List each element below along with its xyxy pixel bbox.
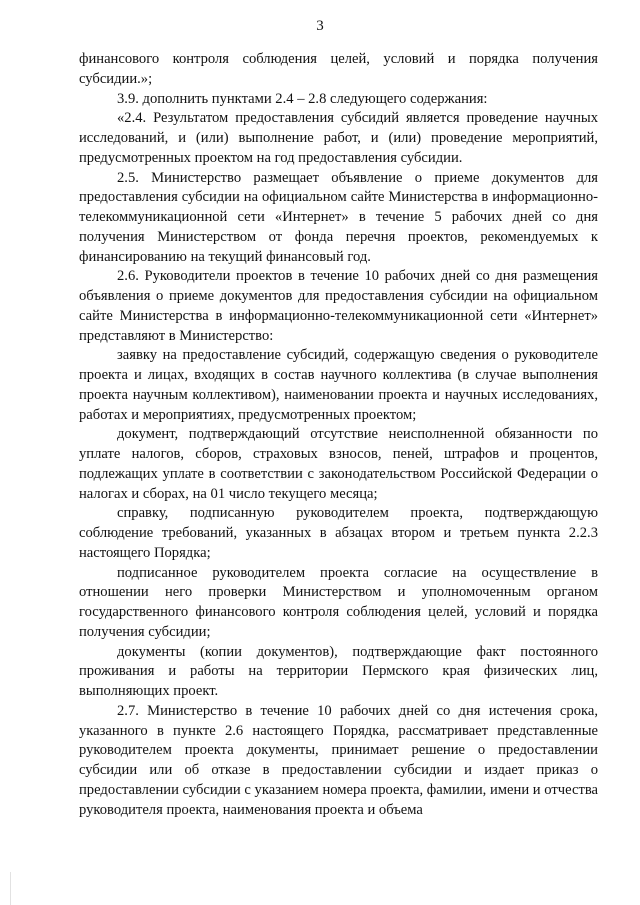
paragraph-residence-documents: документы (копии документов), подтверждающие факт постоянного проживания и работы на территории Пермского края физических лиц, выполняющих проект.: [79, 643, 598, 699]
paragraph-certificate: справку, подписанную руководителем проекта, подтверждающую соблюдение требований, указанных в абзацах втором и третьем пункта 2.2.3 настоящего Порядка;: [79, 505, 598, 561]
paragraph-continuation: финансового контроля соблюдения целей, условий и порядка получения субсидии.»;: [79, 51, 598, 87]
paragraph-application: заявку на предоставление субсидий, содержащую сведения о руководителе проекта и лицах, входящих в состав научного коллектива (в случае выполнения проекта научным коллективом), наименовании проекта и научных исследованиях, работах и мероприятиях, предусмотренных проектом;: [79, 347, 598, 423]
paragraph-item-2-7: 2.7. Министерство в течение 10 рабочих дней со дня истечения срока, указанного в пункте 2.6 настоящего Порядка, рассматривает представленные руководителем проекта документы, принимает решение о предоставлении субсидии или об отказе в предоставлении субсидии и издает приказ о предоставлении субсидии с указанием номера проекта, фамилии, имени и отчества руководителя проекта, наименования проекта и объема: [79, 702, 598, 818]
scan-edge-line: [0, 872, 11, 905]
paragraph-item-2-5: 2.5. Министерство размещает объявление о приеме документов для предоставления субсидии на официальном сайте Министерства в информационно-телекоммуникационной сети «Интернет» в течение 5 рабочих дней со дня получения Министерством от фонда перечня проектов, рекомендуемых к финансированию на текущий финансовый год.: [79, 169, 598, 265]
paragraph-consent: подписанное руководителем проекта согласие на осуществление в отношении него проверки Министерством и уполномоченным органом государственного финансового контроля соблюдения целей, условий и порядка получения субсидии;: [79, 564, 598, 640]
paragraph-item-2-4: «2.4. Результатом предоставления субсидий является проведение научных исследований, и (или) выполнение работ, и (или) проведение мероприятий, предусмотренных проектом на год предоставления субсидии.: [79, 110, 598, 166]
paragraph-item-2-6: 2.6. Руководители проектов в течение 10 рабочих дней со дня размещения объявления о приеме документов для предоставления субсидии на официальном сайте Министерства в информационно-телекоммуникационной сети «Интернет» представляют в Министерство:: [79, 268, 598, 344]
document-body: [79, 50, 598, 820]
paragraph-item-3-9: 3.9. дополнить пунктами 2.4 – 2.8 следующего содержания:: [117, 90, 488, 107]
page-number: 3: [316, 18, 324, 34]
paragraph-tax-document: документ, подтверждающий отсутствие неисполненной обязанности по уплате налогов, сборов, страховых взносов, пеней, штрафов и процентов, подлежащих уплате в соответствии с законодательством Российской Федерации о налогах и сборах, на 01 число текущего месяца;: [79, 426, 598, 502]
